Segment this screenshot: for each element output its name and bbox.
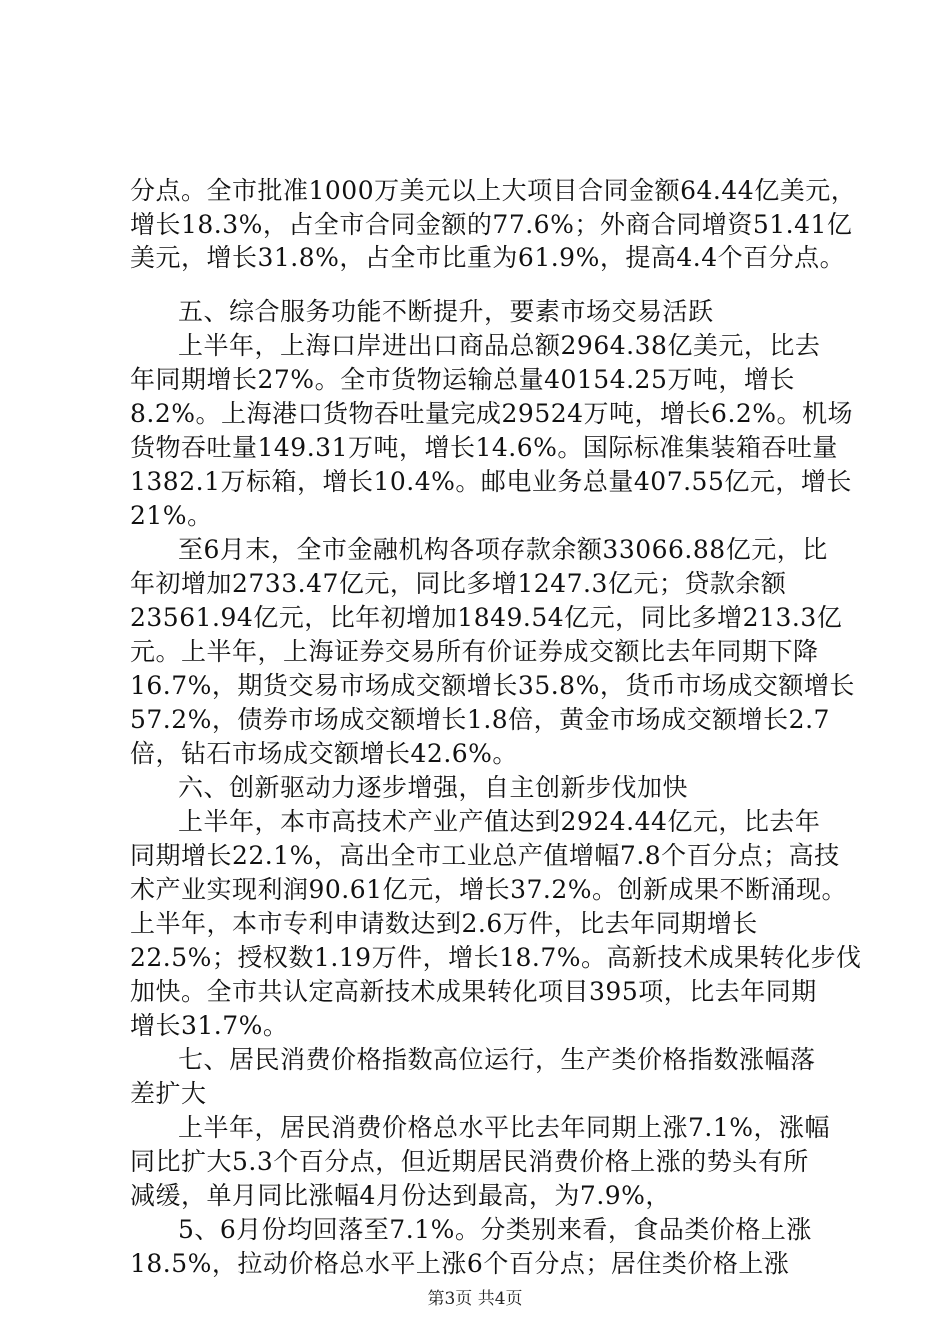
text-line: 8.2%。上海港口货物吞吐量完成29524万吨，增长6.2%。机场 [130, 399, 854, 428]
section-heading-continued: 差扩大 [130, 1079, 207, 1108]
text-line: 上半年，上海口岸进出口商品总额2964.38亿美元，比去 [178, 331, 821, 360]
text-line: 术产业实现利润90.61亿元，增长37.2%。创新成果不断涌现。 [130, 875, 847, 904]
text-line: 21%。 [130, 501, 213, 530]
text-line: 年同期增长27%。全市货物运输总量40154.25万吨，增长 [130, 365, 795, 394]
text-line: 货物吞吐量149.31万吨，增长14.6%。国际标准集装箱吞吐量 [130, 433, 838, 462]
text-line: 22.5%；授权数1.19万件，增长18.7%。高新技术成果转化步伐 [130, 943, 862, 972]
text-line: 同比扩大5.3个百分点，但近期居民消费价格上涨的势头有所 [130, 1147, 809, 1176]
text-line: 加快。全市共认定高新技术成果转化项目395项，比去年同期 [130, 977, 817, 1006]
text-line: 倍，钻石市场成交额增长42.6%。 [130, 739, 518, 768]
text-line: 23561.94亿元，比年初增加1849.54亿元，同比多增213.3亿 [130, 603, 843, 632]
text-line: 元。上半年，上海证券交易所有价证券成交额比去年同期下降 [130, 637, 819, 666]
text-line: 16.7%，期货交易市场成交额增长35.8%，货币市场成交额增长 [130, 671, 855, 700]
text-line: 1382.1万标箱，增长10.4%。邮电业务总量407.55亿元，增长 [130, 467, 852, 496]
text-line: 57.2%，债券市场成交额增长1.8倍，黄金市场成交额增长2.7 [130, 705, 830, 734]
text-line: 上半年，居民消费价格总水平比去年同期上涨7.1%，涨幅 [178, 1113, 831, 1142]
text-line: 分点。全市批准1000万美元以上大项目合同金额64.44亿美元， [130, 176, 857, 205]
text-line: 年初增加2733.47亿元，同比多增1247.3亿元；贷款余额 [130, 569, 787, 598]
text-line: 同期增长22.1%，高出全市工业总产值增幅7.8个百分点；高技 [130, 841, 840, 870]
text-line: 美元，增长31.8%，占全市比重为61.9%，提高4.4个百分点。 [130, 243, 846, 272]
text-line: 增长18.3%，占全市合同金额的77.6%；外商合同增资51.41亿 [130, 210, 853, 239]
text-line: 18.5%，拉动价格总水平上涨6个百分点；居住类价格上涨 [130, 1249, 790, 1278]
section-heading: 五、综合服务功能不断提升，要素市场交易活跃 [178, 297, 714, 326]
text-line: 至6月末，全市金融机构各项存款余额33066.88亿元，比 [178, 535, 828, 564]
section-heading: 六、创新驱动力逐步增强，自主创新步伐加快 [178, 773, 689, 802]
text-line: 上半年，本市专利申请数达到2.6万件，比去年同期增长 [130, 909, 758, 938]
text-line: 减缓，单月同比涨幅4月份达到最高，为7.9%， [130, 1181, 671, 1210]
page-footer: 第3页 共4页 [427, 1289, 523, 1309]
text-line: 增长31.7%。 [130, 1011, 289, 1040]
section-heading: 七、居民消费价格指数高位运行，生产类价格指数涨幅落 [178, 1045, 816, 1074]
text-line: 上半年，本市高技术产业产值达到2924.44亿元，比去年 [178, 807, 821, 836]
text-line: 5、6月份均回落至7.1%。分类别来看，食品类价格上涨 [178, 1215, 812, 1244]
